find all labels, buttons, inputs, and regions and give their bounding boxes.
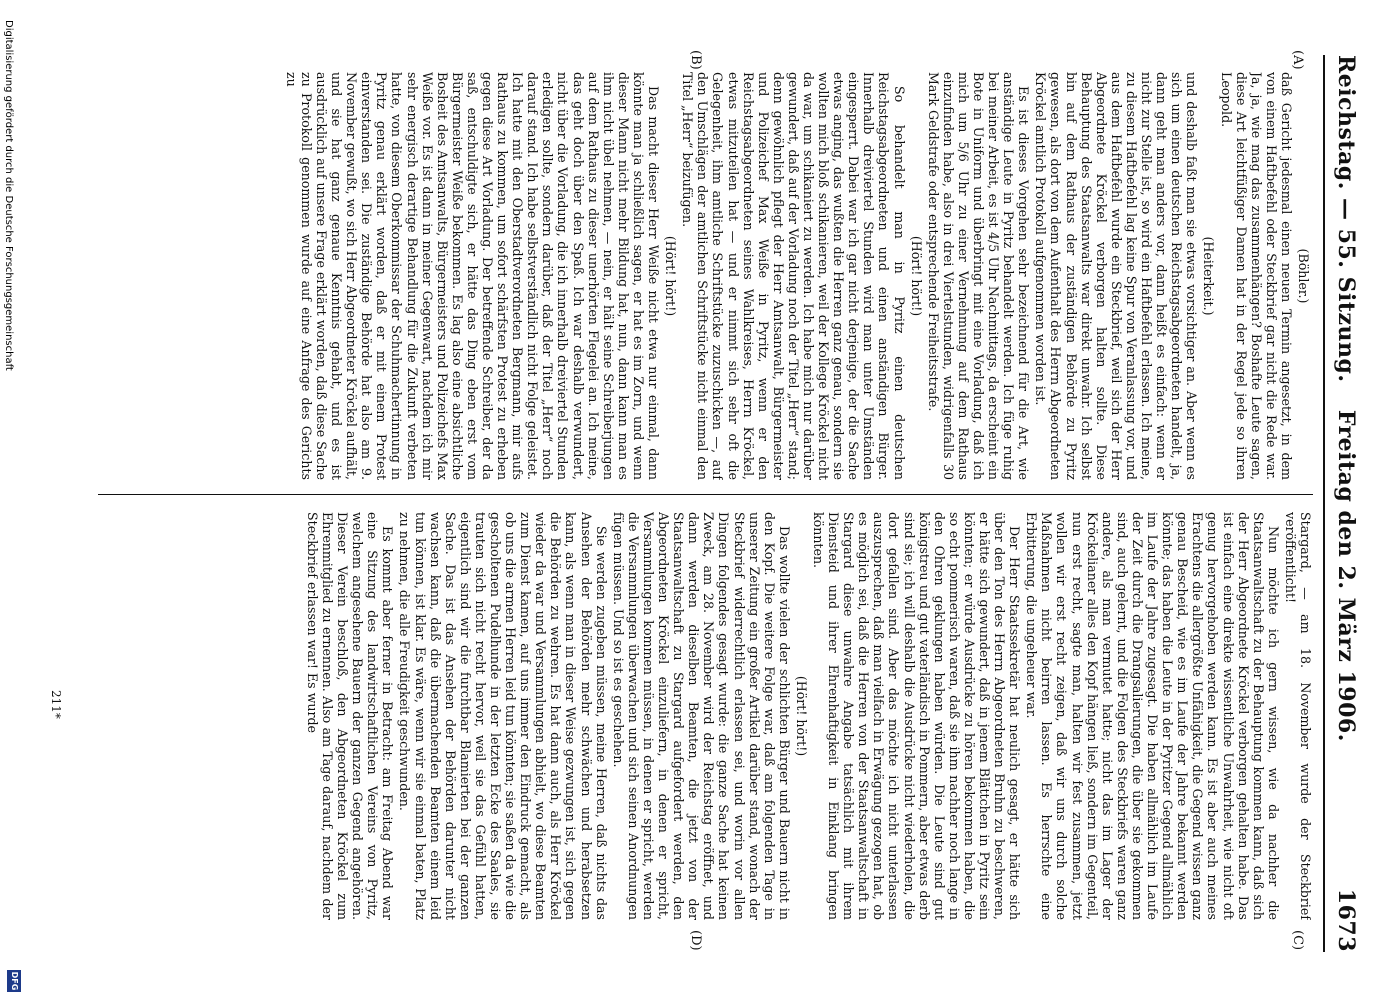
speaker-label: (Böhler.) (1296, 248, 1311, 304)
left-text-column (90, 72, 1313, 480)
running-header (1323, 55, 1365, 952)
paragraph: Das wollte vielen der schlichten Bürger und Bauern nicht in den Kopf. Die weitere Folge war, daß am folgenden Tage in unserer Zeitung ein großer Artikel darüber stand, wonach der Steckbrief widerrechtlich erlassen sei, und worin vor allen Dingen folgendes gesagt wurde: die ganze Sache hat keinen Zweck, am 28. November wird der Reichstag eröffnet, und dann werden dieselben Beamten, die jetzt von der Staatsanwaltschaft zu Stargard aufgefordert werden, den Abgeordneten Kröckel einzuliefern, in denen er spricht, Versammlungen kommen müssen, in denen er spricht, werden die Versammlungen überwachen und sich seinen Anordnungen fügen müssen. Und so ist es geschehen. (610, 512, 792, 920)
page-number: 1673 (1333, 888, 1359, 952)
interjection: (Hört! hört!) (793, 675, 809, 757)
signature-mark: 211* (49, 690, 63, 719)
paragraph: So behandelt man in Pyritz einen deutschen Reichstagsabgeordneten und einen anständigen Bürger. Innerhalb dreiviertel Stunden wird man unter Umständen eingesperrt. Dabei war ich gar nicht derjenige, der die Sache etwas anging, das wußten die Herren ganz genau, sondern sie wollten mich bloß schikanieren, weil der Kollege Kröckel nicht da war, um schikaniert zu werden. Ich habe mich nur darüber gewundert, daß auf der Vorladung noch der Titel „Herr“ stand; denn gewöhnlich pflegt der Herr Amtsanwalt, Bürgermeister und Polizeichef Max Weiße in Pyritz, wenn er den Reichstagsabgeordneten seines Wahlkreises, Herrn Kröckel, etwas mitzuteilen hat — und er nimmt sich sehr oft die Gelegenheit, ihm amtliche Schriftstücke zuzuschicken —, auf den Umschlägen der amtlichen Schriftstücke nicht einmal den Titel „Herr“ beizufügen. (680, 72, 907, 480)
paragraph: Nun möchte ich gern wissen, wie da nachher die Staatsanwaltschaft zu der Behauptung kommen kann, daß sich der Herr Abgeordnete Kröckel verborgen gehalten habe. Das ist einfach eine direkte wissentliche Unwahrheit, wie nicht oft genug hervorgehoben werden kann. Es ist aber auch meines Erachtens die allergrößte Unfähigkeit, die Gegend wissen ganz genau Bescheid, wie es im Laufe der Jahre bekannt werden könnte; das haben die Leute in der Pyritzer Gegend allmählich im Laufe der Jahre zugesagt. Die haben allmählich im Laufe der Zeit durch die Drangsalierungen, die über sie gekommen sind, auch gelernt, und die Folgen des Steckbriefs waren ganz andere, als man vermutet hatte; nicht das im Lager der Kröckelianer alles den Kopf hängen ließ, sondern im Gegenteil, nun erst recht, sagte man, halten wir fest zusammen, jetzt wollen wir erst recht zeigen, daß wir uns durch solche Maßnahmen nicht beirren lassen. Es herrschte eine Erbitterung, die ungeheuer war. (1024, 512, 1281, 920)
paragraph: daß Gericht jedesmal einen neuen Termin angesetzt, in dem von einem Haftbefehl oder Steckbrief gar nicht die Rede war. Ja, ja, wie mag das zusammenhängen? Boshafte Leute sagen, diese Art leichtfüßiger Damen hat in der Regel jede so ihren Leopold. (1218, 72, 1294, 480)
interjection: (Hört! hört!) (908, 235, 924, 317)
digitization-credit: Digitalisierung gefördert durch die Deutsche Forschungsgemeinschaft (3, 20, 14, 371)
header-title: Reichstag. — 55. Sitzung. (1333, 55, 1359, 383)
right-text-column (90, 512, 1313, 920)
paragraph: Der Herr Staatssekretär hat neulich gesagt, er hätte sich über den Ton des Herrn Abgeordneten Bruhn zu beschweren, er hätte sich gewundert, daß in jenem Blättchen in Pyritz sein könnten; er würde Ausdrücke zu hören bekommen haben, die so echt pommerisch waren, daß sie ihm nachher noch lange in den Ohren geklungen haben würden. Die Leute sind gut königstreu und gut vaterländisch in Pommern, aber etwas derb sind sie; ich will deshalb die Ausdrücke nicht wiederholen, die dort gefallen sind. Aber das möchte ich nicht unterlassen auszusprechen, daß man vielfach in Erwägung gezogen hat, ob es möglich sei, daß die Herren von der Staatsanwaltschaft in Stargard diese unwahre Angabe tatsächlich mit ihrem Diensteid und ihrer Ehrenhaftigkeit in Einklang bringen könnten. (811, 512, 1023, 920)
column-divider (98, 494, 1313, 495)
paragraph: Es kommt aber ferner in Betracht: am Freitag Abend war eine Sitzung des landwirtschaftlichen Vereins von Pyritz, welchem angesehene Bauern der ganzen Gegend angehören. Dieser Verein beschloß, den Abgeordneten Kröckel zum Ehrenmitglied zu ernennen. Also am Tage darauf, nachdem der Steckbrief erlassen war! Es wurde (304, 512, 396, 920)
interjection: (Heiterkeit.) (1201, 236, 1217, 316)
paragraph: Stargard, — am 18. November wurde der Steckbrief veröffentlicht! (1282, 512, 1313, 920)
margin-letter-d: (D) (688, 930, 703, 951)
paragraph: Sie werden zugeben müssen, meine Herren, daß nichts das Ansehen der Behörden mehr schwächen und herabsetzen kann, als wenn man in dieser Weise gezwungen ist, sich gegen die Behörden zu wehren. Es hat dann auch, als Herr Kröckel wieder da war und Versammlungen abhielt, wo diese Beamten zum Dienst kamen, auf uns immer den Eindruck gemacht, als ob uns die armen Herren leid tun könnten; sie saßen da wie die gescholtenen Pudelhunde in der letzten Ecke des Saales, sie trauten sich nicht recht hervor, weil sie das Gefühl hatten, eigentlich sind wir die furchtbar Blamierten bei der ganzen Sache. Das ist das Ansehen der Behörden darunter nicht wachsen kann, daß die übermachenden Beamten einem leid tun können, ist klar. Es wäre, wenn wir sie einmal baten, Platz zu nehmen, die alle Freudigkeit geschwunden. (397, 512, 609, 920)
header-date: Freitag den 2. März 1906. (1333, 409, 1359, 742)
margin-letter-c: (C) (1290, 930, 1305, 951)
header-date-and-page (1333, 410, 1359, 952)
paragraph: und deshalb faßt man sie etwas vorsichtiger an. Aber wenn es sich um einen deutschen Reichstagsabgeordneten handelt, ja, dann geht man anders vor, dann heißt es einfach: wenn er nicht zur Stelle ist, so wird ein Haftbefehl erlassen. Ich meine, zu diesem Haftbefehl lag keine Spur von Veranlassung vor, und aus dem Haftbefehl wurde ein Steckbrief, weil sich der Herr Abgeordnete Kröckel verborgen halten sollte. Diese Behauptung des Staatsanwalts war direkt unwahr. Ich selbst bin auf dem Rathaus der zuständigen Behörde zu Pyritz gewesen, als dort von dem Aufenthalt des Herrn Abgeordneten Kröckel amtlich Protokoll aufgenommen worden ist. (1033, 72, 1200, 480)
margin-letter-a: (A) (1290, 50, 1305, 70)
paragraph: Das macht dieser Herr Weiße nicht etwa nur einmal, dann könnte man ja schließlich sagen, er hat es im Zorn, und wenn dieser Mann nicht mehr Bildung hat, nun, dann kann man es ihm nicht übel nehmen, — nein, er hält seine Schreiberjungen auf dem Rathaus zu dieser unerhörten Flegelei an. Ich meine, das geht doch über den Spaß. Ich war deshalb verwundert, nicht über die Vorladung, die ich innerhalb dreiviertel Stunden erledigen sollte, sondern darüber, daß der Titel „Herr“ noch darauf stand. Ich habe selbstverständlich nicht Folge geleistet. Ich hatte mit den Oberstadtverordneten Bergmann, mir aufs Rathaus zu kommen, um sofort schärfsten Protest zu erheben gegen diese Art Vorladung. Der betreffende Schreiber, der da saß, entschuldigte sich, er hätte das Ding eben erst vom Bürgermeister Weiße bekommen. Es lag also eine absichtliche Bosheit des Amtsanwalts, Bürgermeisters und Polizeichefs Max Weiße vor. Es ist dann in meiner Gegenwart, nachdem ich mir sehr energisch derartige Behandlung für die Zukunft verbeten hatte, von diesem Oberkommissar der Schuhmachertinnung in Pyritz genau erklärt worden, daß er mit einem Protest einverstanden sei. Die zuständige Behörde hat also am 9. November gewußt, wo sich Herr Abgeordneter Kröckel aufhält, und sie hat ganz genaue Kenntnis gehabt, und es ist ausdrücklich auf unsere Frage erklärt worden, daß diese Sache zu Protokoll genommen wurde auf eine Anfrage des Gerichts zu (283, 72, 662, 480)
interjection: (Hört! hört!) (663, 235, 679, 317)
paragraph: Es ist dieses Vorgehen sehr bezeichnend für die Art, wie anständige Leute in Pyritz behandelt werden. Ich füge ruhig bei meiner Arbeit, es ist 4/5 Uhr Nachmittags, da erscheint ein Bote in Uniform und überbringt mit eine Vorladung, daß ich mich um 5/6 Uhr zu einer Vernehmung auf dem Rathaus einzufinden habe, also in drei Viertelstunden, widrigenfalls 30 Mark Geldstrafe oder entsprechende Freiheitsstrafe. (925, 72, 1032, 480)
margin-letter-b: (B) (688, 50, 703, 70)
dfg-logo: DFG (7, 970, 21, 992)
